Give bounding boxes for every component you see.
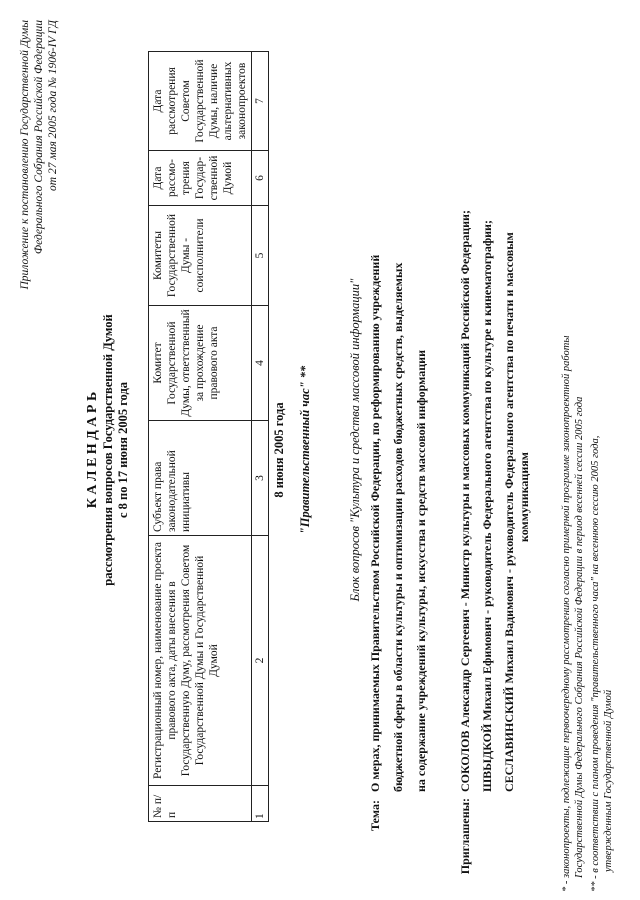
document-title xyxy=(84,200,131,700)
footnote-line: ** - в соответствии с планом проведения "правительственного часа" на весеннюю сессию 2005 года, xyxy=(590,435,601,892)
block-heading: Блок вопросов "Культура и средства массовой информации" xyxy=(348,278,362,602)
footnote-line: утвержденным Государственной Думой xyxy=(603,689,614,872)
topic-line: на содержание учреждений культуры, искусства и средств массовой информации xyxy=(414,350,428,792)
column-number: 5 xyxy=(252,206,269,306)
header-note-line: Приложение к постановлению Государственной Думы xyxy=(19,20,31,290)
header-note-line: от 27 мая 2005 года № 1906-IV ГД xyxy=(47,20,59,191)
date-heading: 8 июня 2005 года xyxy=(272,402,286,498)
footnote-line: Государственной Думы Федерального Собрания Российской Федерации в период весенней сессии 2005 года xyxy=(574,396,585,878)
topic-label: Тема: xyxy=(368,800,382,831)
topic-line: бюджетной сферы в области культуры и оптимизации расходов бюджетных средств, выделяемых xyxy=(391,262,405,792)
column-number: 1 xyxy=(252,786,269,822)
section-heading: "Правительственный час" ** xyxy=(298,365,312,535)
table-header-row xyxy=(149,52,252,822)
footnotes xyxy=(560,12,615,892)
table-number-row xyxy=(252,52,269,822)
topic-text xyxy=(368,2,429,792)
invited-person: СОКОЛОВ Александр Сергеевич - Министр культуры и массовых коммуникаций Российской Федерации; xyxy=(458,210,472,792)
header-cell-co-committees: Комитеты Государственной Думы - соисполнители xyxy=(149,206,252,306)
header-cell-subject: Субъект права законодательной инициативы xyxy=(149,421,252,536)
column-number: 4 xyxy=(252,306,269,421)
header-cell-committee: Комитет Государственной Думы, ответственный за прохождение правового акта xyxy=(149,306,252,421)
column-number: 3 xyxy=(252,421,269,536)
header-note-line: Федерального Собрания Российской Федерации xyxy=(33,20,45,255)
invited-person: ШВЫДКОЙ Михаил Ефимович - руководитель Федерального агентства по культуре и кинематографии; xyxy=(480,220,494,792)
invited-label: Приглашены: xyxy=(458,798,472,875)
calendar-table xyxy=(148,51,269,822)
title-main: К А Л Е Н Д А Р Ь xyxy=(85,391,100,509)
header-cell-council-date: Дата рассмотрения Советом Государственной Думы, наличие альтернативных законопроектов xyxy=(149,52,252,151)
title-dates: с 8 по 17 июня 2005 года xyxy=(116,381,130,519)
invited-list xyxy=(458,2,532,792)
title-subtitle: рассмотрения вопросов Государственной Думой xyxy=(101,314,115,586)
column-number: 2 xyxy=(252,536,269,786)
invited-person-continuation: коммуникациям xyxy=(517,452,531,542)
header-cell-number: № п/п xyxy=(149,786,252,822)
column-number: 6 xyxy=(252,151,269,206)
header-cell-duma-date: Дата рассмо-трения Государ-ственной Думой xyxy=(149,151,252,206)
column-number: 7 xyxy=(252,52,269,151)
header-cell-registration: Регистрационный номер, наименование проекта правового акта, даты внесения в Государственную Думу, рассмотрения Советом Государственной Думы и Государственной Думой xyxy=(149,536,252,786)
footnote-line: * - законопроекты, подлежащие первоочередному рассмотрению согласно примерной программе законопроектной работы xyxy=(561,335,572,892)
invited-person: СЕСЛАВИНСКИЙ Михаил Вадимович - руководитель Федерального агентства по печати и массовым xyxy=(502,232,516,792)
topic-line: О мерах, принимаемых Правительством Российской Федерации, по реформированию учреждений xyxy=(368,254,382,792)
header-note xyxy=(18,20,60,380)
